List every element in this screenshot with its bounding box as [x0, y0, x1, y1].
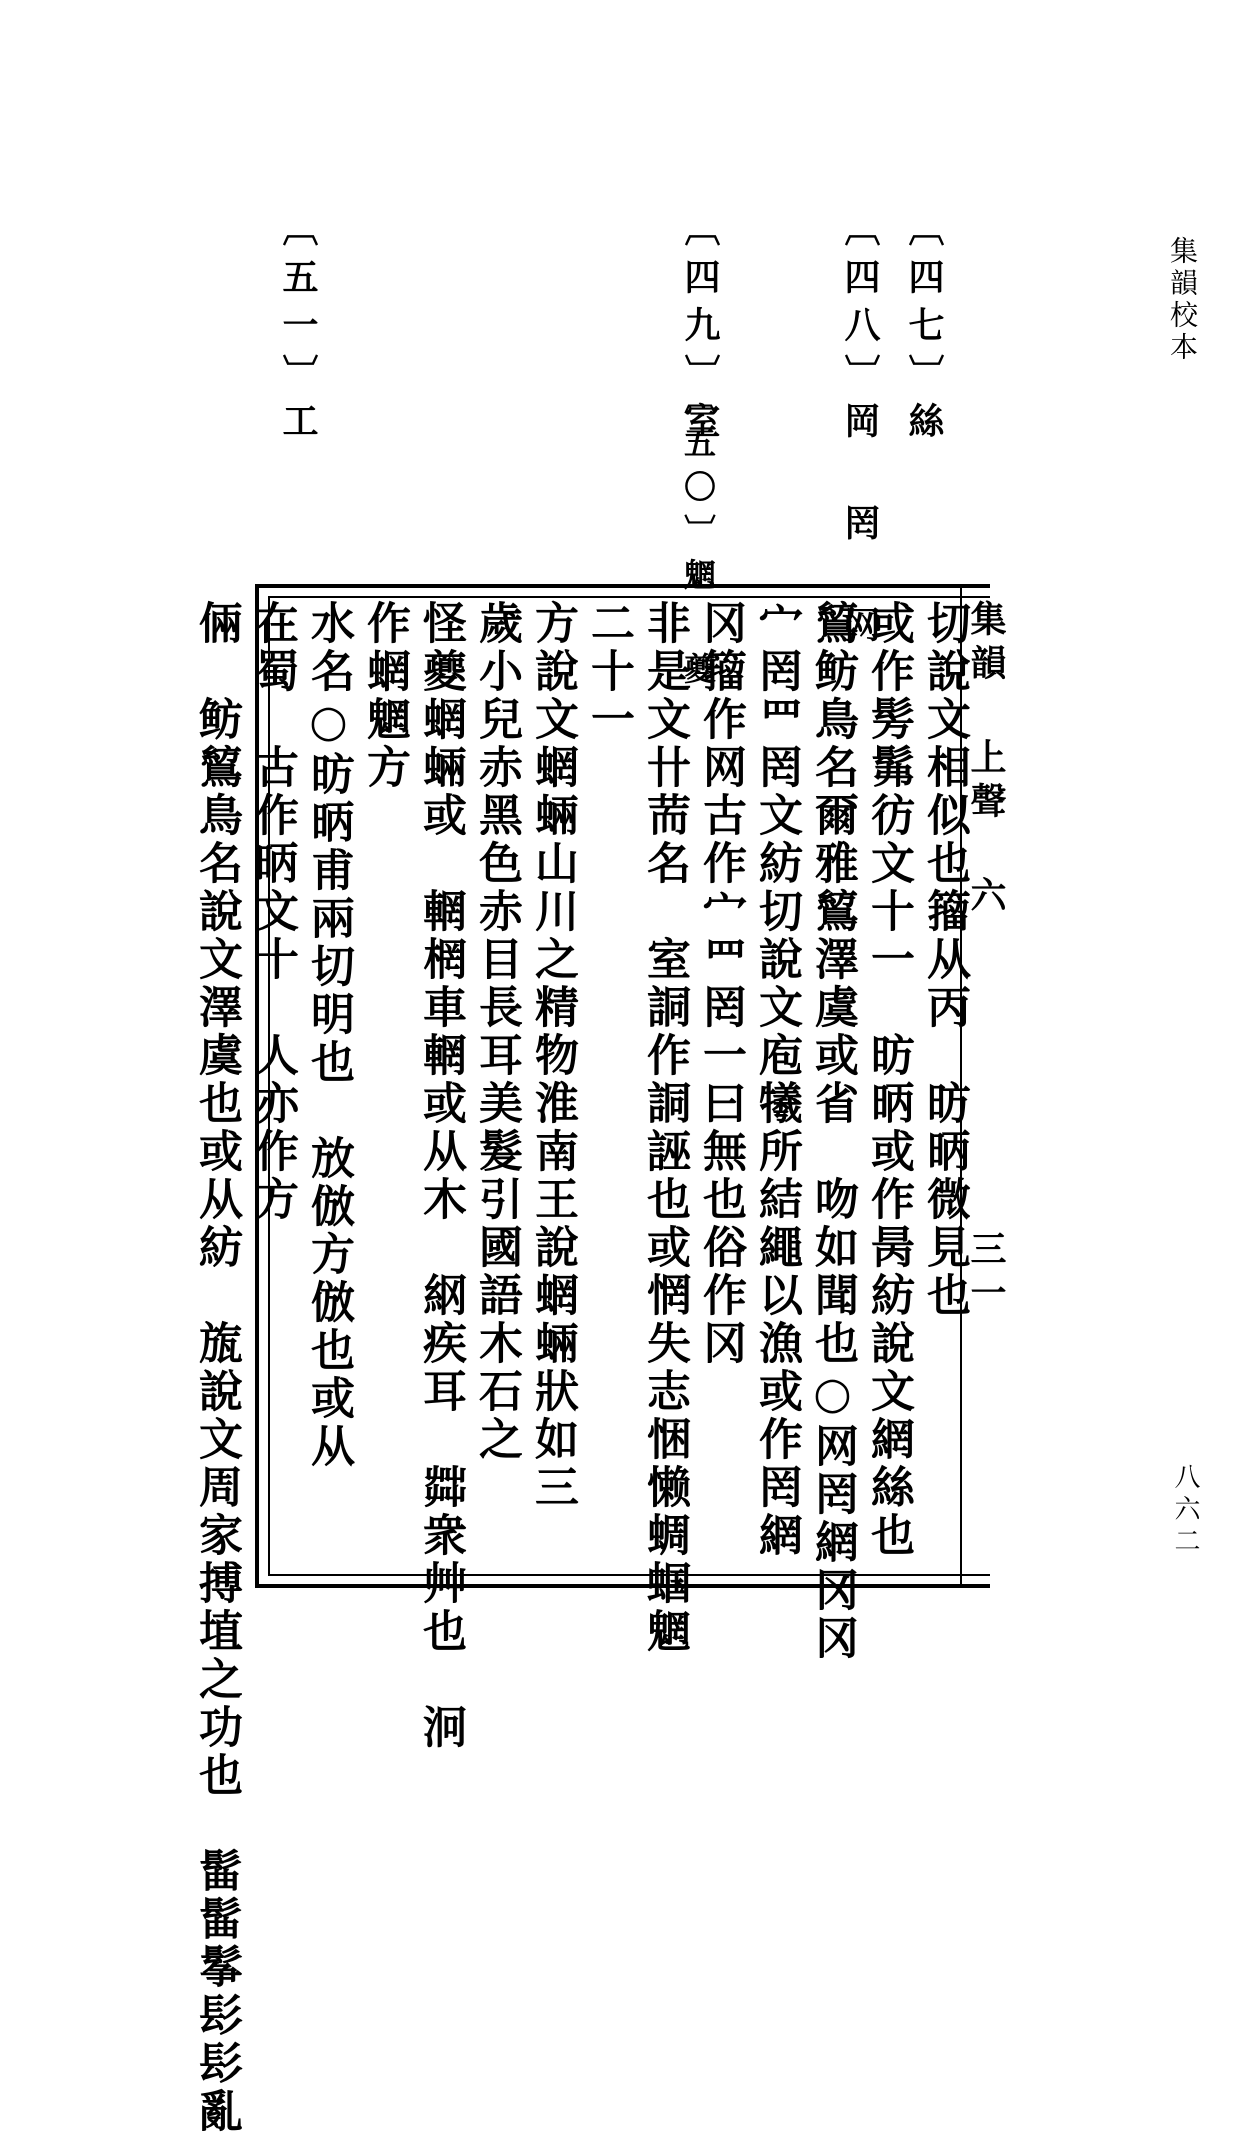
- collation-note: 〔四九〕室: [679, 210, 721, 450]
- text-column: 倆 鲂鶭鳥名說文澤虞也或从紡 旊說文周家搏埴之功也 髷髷鬇髟髟亂: [191, 600, 242, 2136]
- center-margin: [965, 600, 1007, 1560]
- text-column: 歲小兒赤黑色赤目長耳美髮引國語木石之: [471, 600, 522, 1464]
- main-text: [191, 600, 970, 2136]
- collation-note: 〔五〇〕魍 夔: [679, 382, 717, 696]
- center-margin-label: 集韻 上聲 六: [965, 600, 1007, 920]
- text-column: 二十一: [583, 600, 634, 744]
- book-title: 集韻校本: [1166, 236, 1199, 364]
- text-column: 冈籀作网古作宀罒罔一曰無也俗作冈: [695, 600, 746, 1368]
- text-column: 宀罔罒罔文紡切說文庖犧所結繩以漁或作罔網: [751, 600, 802, 1560]
- collation-note: 〔五一〕工: [277, 210, 319, 450]
- text-column: 作蝄魍方: [359, 600, 410, 792]
- text-column: 水名○昉昞甫兩切明也 放倣方倣也或从: [303, 600, 354, 1471]
- text-column: 鶭鲂鳥名爾雅鶭澤虞或省 吻如聞也○网罔網冈冈: [807, 600, 858, 1663]
- folio-number: 三一: [965, 1230, 1007, 1318]
- text-column: 或作髣髴彷文十一 昉昞或作昺紡說文網絲也: [863, 600, 914, 1560]
- text-column: 怪夔蝄蜽或 輞棢車輞或从木 䋄疾耳 茻衆艸也 泂: [415, 600, 466, 1752]
- collation-note: 〔四七〕絲: [903, 210, 945, 450]
- collation-note: 〔四八〕岡 罔 网: [839, 210, 881, 654]
- page-number: 八六二: [1170, 1463, 1200, 1559]
- text-column: 切說文相似也籀从丙 昉昞微見也: [919, 600, 970, 1320]
- text-column: 在蜀 古作昞文十 人亦作方: [247, 600, 298, 1224]
- text-column: 非是文卄荋名 室詷作詷誣也或惘失志悃懒蜩蝈魍: [639, 600, 690, 1656]
- text-column: 方說文蝄蜽山川之精物淮南王說蝄蜽狀如三: [527, 600, 578, 1512]
